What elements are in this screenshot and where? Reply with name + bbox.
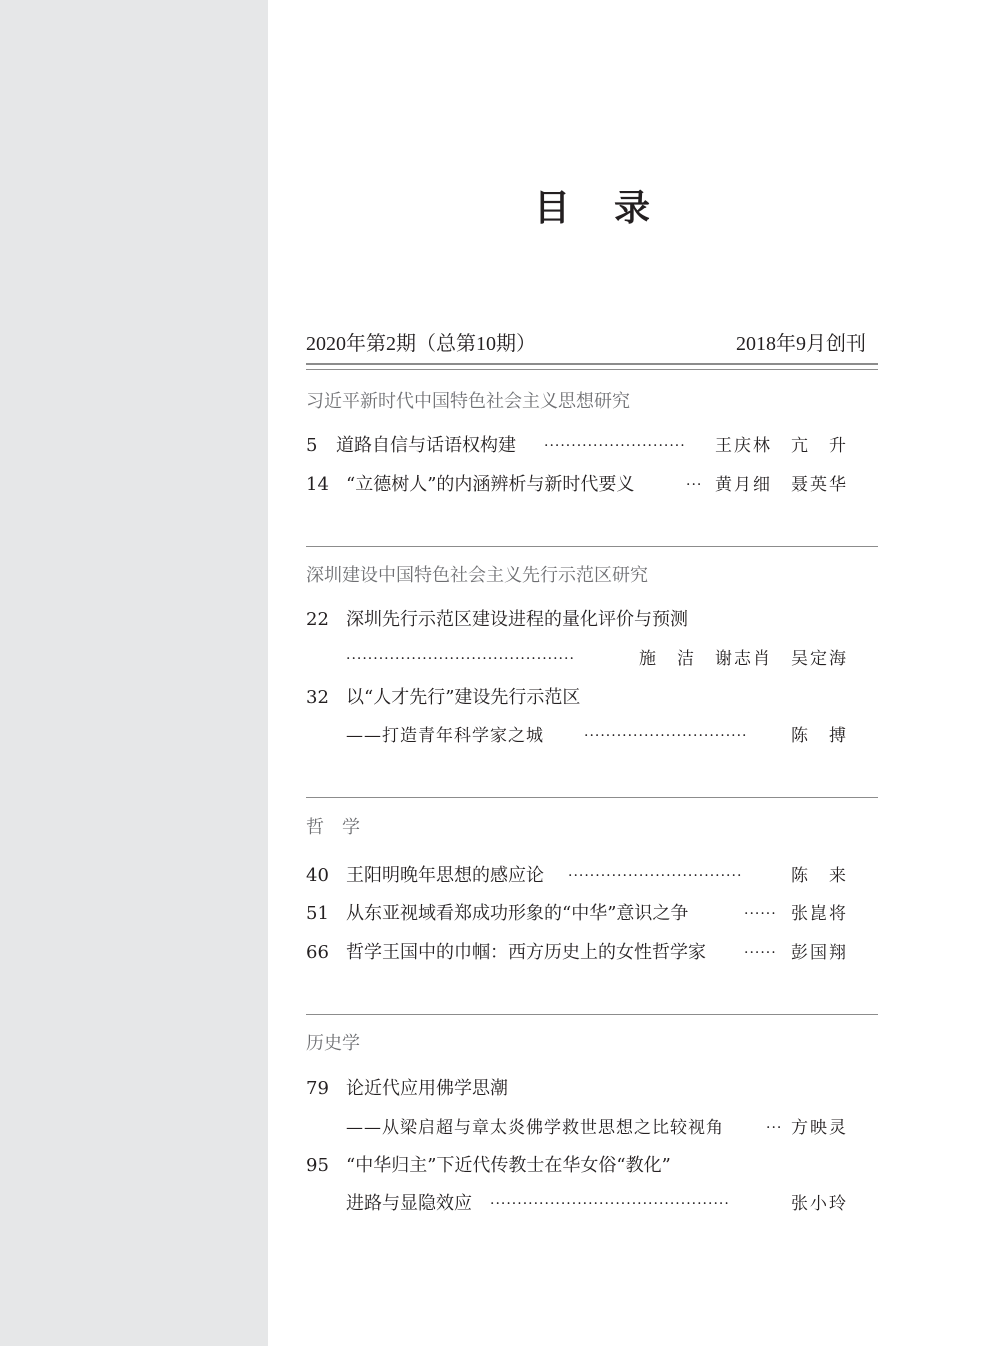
toc-entry-continuation[interactable] — [306, 1190, 866, 1218]
entry-page-number: 32 — [306, 687, 329, 708]
entry-subtitle: ——从梁启超与章太炎佛学救世思想之比较视角 — [346, 1118, 724, 1138]
entry-title: “中华归主”下近代传教士在华女俗“教化” — [346, 1155, 671, 1176]
toc-entry[interactable] — [306, 432, 866, 460]
dot-leader: ······ — [744, 906, 777, 922]
entry-title: 王阳明晚年思想的感应论 — [346, 865, 544, 886]
entry-page-number: 51 — [306, 903, 329, 924]
dot-leader: ··· — [766, 1120, 783, 1136]
entry-page-number: 5 — [306, 435, 318, 456]
dot-leader: ············································ — [490, 1196, 730, 1212]
dot-leader: ······························ — [584, 728, 748, 744]
title-char-1: 目 — [533, 187, 570, 229]
section-rule — [306, 1014, 878, 1015]
rule-thick — [306, 363, 878, 365]
section-rule — [306, 546, 878, 547]
entry-authors: 王庆林 亢 升 — [715, 436, 848, 456]
section-title: 哲 学 — [306, 817, 360, 838]
toc-entry[interactable] — [306, 1075, 866, 1103]
toc-entry[interactable] — [306, 1152, 866, 1180]
entry-page-number: 22 — [306, 609, 329, 630]
entry-subtitle: 进路与显隐效应 — [346, 1193, 472, 1214]
issue-info-row — [306, 328, 878, 360]
toc-entry-continuation[interactable] — [306, 1114, 866, 1142]
entry-title: 论近代应用佛学思潮 — [346, 1078, 508, 1099]
dot-leader: ······ — [744, 945, 777, 961]
section-rule — [306, 797, 878, 798]
rule-thin — [306, 369, 878, 370]
entry-subtitle: ——打造青年科学家之城 — [346, 726, 544, 746]
toc-entry[interactable] — [306, 606, 866, 634]
entry-authors: 陈 搏 — [791, 726, 848, 746]
title-char-2: 录 — [614, 187, 651, 229]
dot-leader: ································ — [568, 868, 743, 884]
page-title — [306, 185, 878, 231]
toc-entry-continuation[interactable] — [306, 722, 866, 750]
entry-page-number: 79 — [306, 1078, 329, 1099]
entry-title: 哲学王国中的巾帼：西方历史上的女性哲学家 — [346, 942, 706, 963]
section-title: 历史学 — [306, 1033, 360, 1054]
dot-leader: ··· — [686, 477, 703, 493]
entry-authors: 施 洁 谢志肖 吴定海 — [639, 649, 848, 669]
founded-date: 2018年9月创刊 — [736, 333, 866, 355]
issue-number: 2020年第2期（总第10期） — [306, 333, 536, 355]
entry-authors: 张小玲 — [791, 1194, 848, 1214]
toc-entry[interactable] — [306, 471, 866, 499]
toc-entry[interactable] — [306, 900, 866, 928]
table-of-contents — [306, 0, 878, 1346]
toc-entry-continuation[interactable] — [306, 645, 866, 673]
entry-authors: 陈 来 — [791, 866, 848, 886]
toc-entry[interactable] — [306, 939, 866, 967]
entry-title: 道路自信与话语权构建 — [336, 435, 516, 456]
entry-title: 深圳先行示范区建设进程的量化评价与预测 — [346, 609, 688, 630]
entry-authors: 张崑将 — [791, 904, 848, 924]
entry-page-number: 95 — [306, 1155, 329, 1176]
entry-title: “立德树人”的内涵辨析与新时代要义 — [346, 474, 635, 495]
toc-entry[interactable] — [306, 684, 866, 712]
side-margin-strip — [0, 0, 268, 1346]
entry-authors: 方映灵 — [791, 1118, 848, 1138]
entry-page-number: 66 — [306, 942, 329, 963]
section-title: 习近平新时代中国特色社会主义思想研究 — [306, 391, 630, 412]
entry-title: 以“人才先行”建设先行示范区 — [346, 687, 581, 708]
entry-authors: 黄月细 聂英华 — [715, 475, 848, 495]
entry-page-number: 14 — [306, 474, 329, 495]
entry-authors: 彭国翔 — [791, 943, 848, 963]
entry-title: 从东亚视域看郑成功形象的“中华”意识之争 — [346, 903, 689, 924]
dot-leader: ·········································· — [346, 651, 575, 667]
entry-page-number: 40 — [306, 865, 329, 886]
dot-leader: ·························· — [544, 438, 686, 454]
section-title: 深圳建设中国特色社会主义先行示范区研究 — [306, 565, 648, 586]
toc-entry[interactable] — [306, 862, 866, 890]
